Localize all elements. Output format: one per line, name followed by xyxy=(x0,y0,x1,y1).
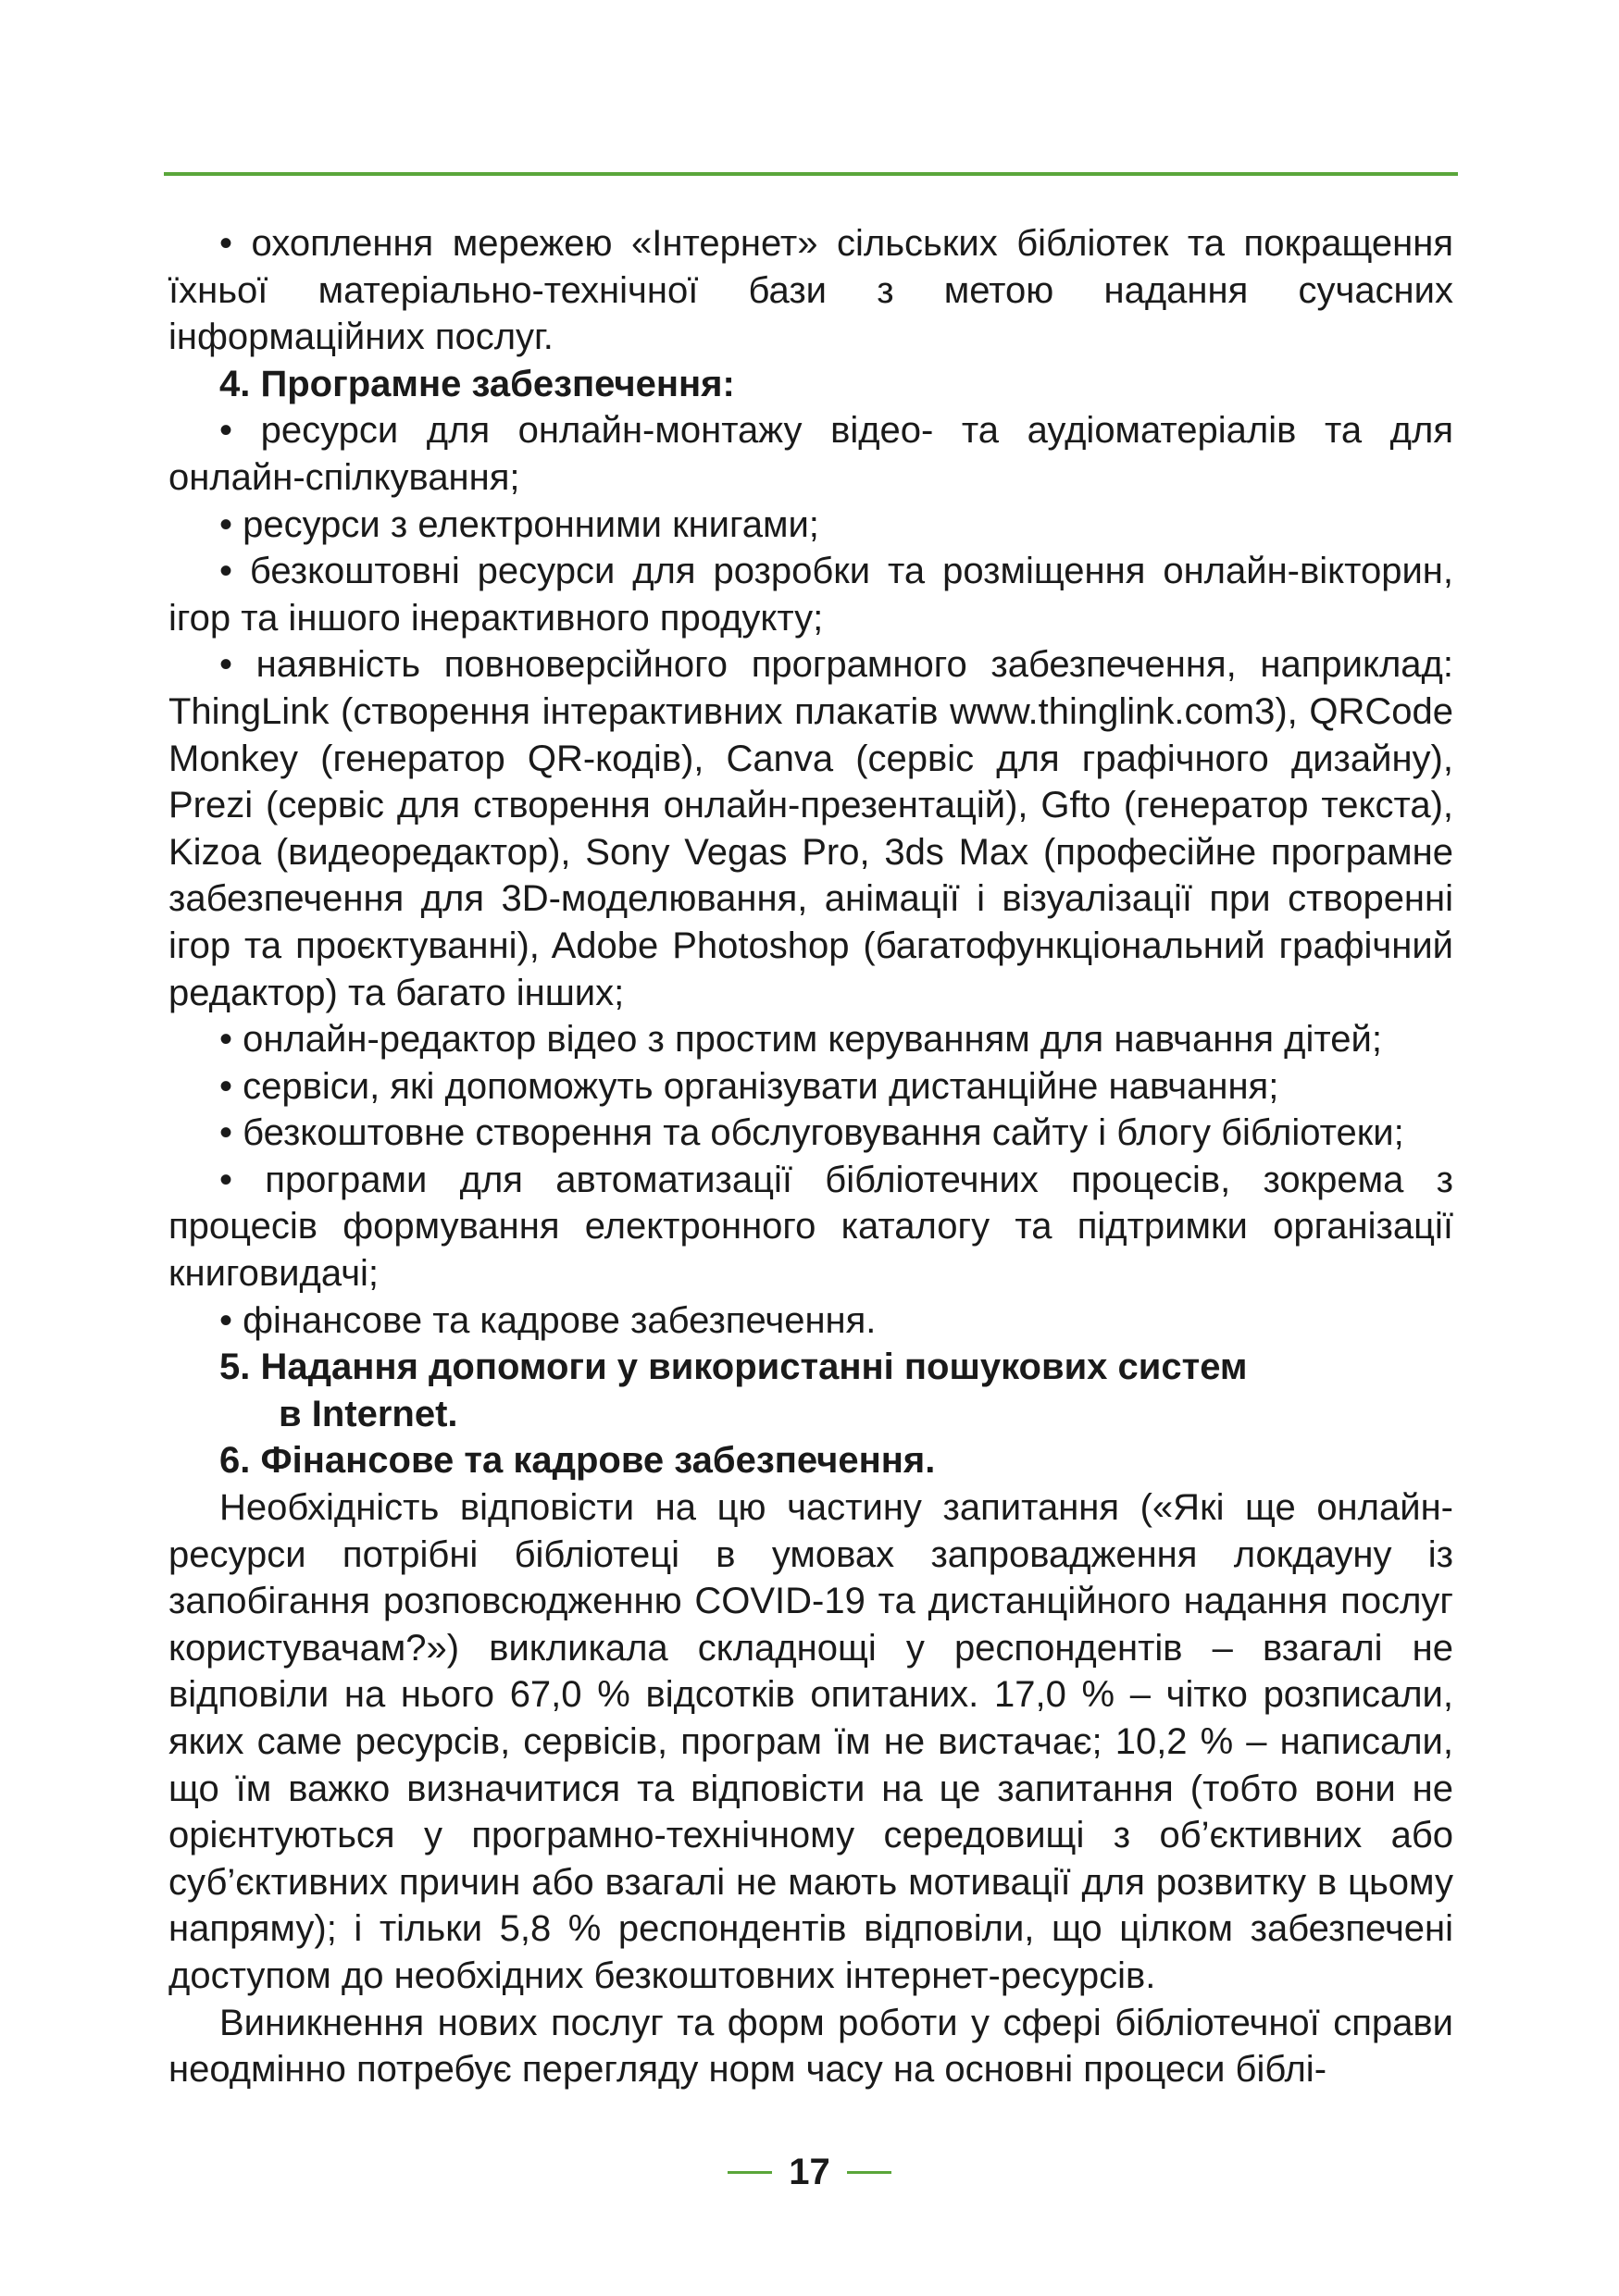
body-paragraph: Необхідність відповісти на цю частину запитання («Які ще онлайн-ресурси потрібні бібліотеці в умовах запровадження локдауну із запобігання розповсюдженню COVID-19 та дистанційного надання послуг користувачам?») викликала складнощі у респондентів – взагалі не відповіли на нього 67,0 % відсотків опитаних. 17,0 % – чітко розписали, яких саме ресурсів, сервісів, програм їм не вистачає; 10,2 % – написали, що їм важко визначитися та відповісти на це запитання (тобто вони не орієнтуються у програмно-технічному середовищі з об’єктивних або суб’єктивних причин або взагалі не мають мотивації для розвитку в цьому напряму); і тільки 5,8 % респондентів відповіли, що цілком забезпечені доступом до необхідних безкоштовних інтернет-ресурсів. xyxy=(168,1487,1453,1996)
bullet-item: • безкоштовне створення та обслуговування сайту і блогу бібліотеки; xyxy=(219,1112,1404,1154)
section-heading: 5. Надання допомоги у використанні пошукових систем xyxy=(219,1347,1248,1388)
page-body xyxy=(168,220,1453,2093)
bullet-item: • ресурси для онлайн-монтажу відео- та аудіоматеріалів та для онлайн-спілкування; xyxy=(168,410,1453,498)
bullet-item: • ресурси з електронними книгами; xyxy=(219,503,819,545)
footer-rule-left xyxy=(728,2171,772,2174)
footer-rule-right xyxy=(847,2171,891,2174)
bullet-item: • програми для автоматизації бібліотечних процесів, зокрема з процесів формування електронного каталогу та підтримки організації книговидачі; xyxy=(168,1159,1453,1295)
bullet-item: • охоплення мережею «Інтернет» сільських бібліотек та покращення їхньої матеріально-технічної бази з метою надання сучасних інформаційних послуг. xyxy=(168,223,1453,358)
section-heading: 6. Фінансове та кадрове забезпечення. xyxy=(219,1440,936,1482)
bullet-item: • фінансове та кадрове забезпечення. xyxy=(219,1299,877,1341)
bullet-item: • безкоштовні ресурси для розробки та розміщення онлайн-вікторин, ігор та іншого інерактивного продукту; xyxy=(168,551,1453,639)
page-footer xyxy=(0,2149,1619,2195)
bullet-item: • онлайн-редактор відео з простим керуванням для навчання дітей; xyxy=(219,1019,1382,1061)
header-rule xyxy=(164,172,1458,176)
body-paragraph: Виникнення нових послуг та форм роботи у сфері бібліотечної справи неодмінно потребує перегляду норм часу на основні процеси біблі- xyxy=(168,2002,1453,2091)
bullet-item: • наявність повноверсійного програмного забезпечення, наприклад: ThingLink (створення інтерактивних плакатів www.thinglink.com3), QRCode Monkey (генератор QR-кодів), Canva (сервіс для графічного дизайну), Prezi (сервіс для створення онлайн-презентацій), Gfto (генератор текста), Kizoa (видеоредактор), Sony Vegas Pro, 3ds Max (професійне програмне забезпечення для 3D-моделювання, анімації і візуалізації при створенні ігор та проєктуванні), Adobe Photoshop (багатофункціональний графічний редактор) та багато інших; xyxy=(168,644,1453,1013)
bullet-item: • сервіси, які допоможуть організувати дистанційне навчання; xyxy=(219,1065,1279,1107)
page-number: 17 xyxy=(789,2151,830,2192)
section-heading: 4. Програмне забезпечення: xyxy=(219,363,735,404)
section-heading-continuation: в Internet. xyxy=(279,1393,458,1434)
